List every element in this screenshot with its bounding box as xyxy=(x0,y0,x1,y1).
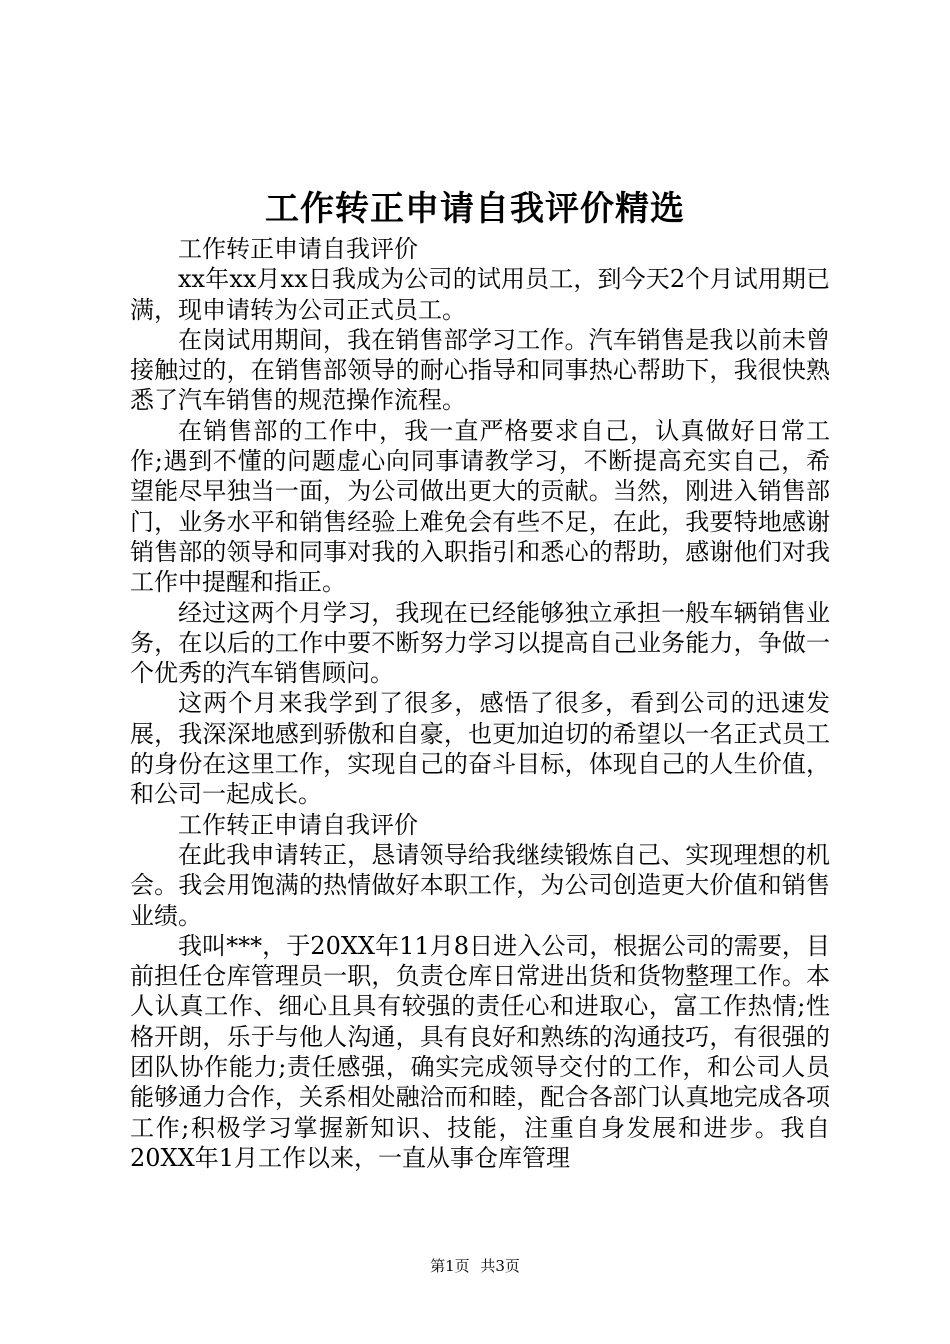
section-heading: 工作转正申请自我评价 xyxy=(178,810,418,839)
page-footer xyxy=(0,1256,950,1276)
section-heading: 工作转正申请自我评价 xyxy=(178,235,418,263)
paragraph: 在此我申请转正，恳请领导给我继续锻炼自己、实现理想的机会。我会用饱满的热情做好本职工作，为公司创造更大价值和销售业绩。 xyxy=(130,840,830,930)
paragraph: 这两个月来我学到了很多，感悟了很多，看到公司的迅速发展，我深深地感到骄傲和自豪，也更加迫切的希望以一名正式员工的身份在这里工作，实现自己的奋斗目标，体现自己的人生价值，和公司一起成长。 xyxy=(130,689,830,809)
page-number: 第1页 xyxy=(430,1257,470,1275)
paragraph: 经过这两个月学习，我现在已经能够独立承担一般车辆销售业务，在以后的工作中要不断努力学习以提高自己业务能力，争做一个优秀的汽车销售顾问。 xyxy=(130,598,830,688)
page-total: 共3页 xyxy=(480,1257,520,1275)
paragraph: 在销售部的工作中，我一直严格要求自己，认真做好日常工作;遇到不懂的问题虚心向同事请教学习，不断提高充实自己，希望能尽早独当一面，为公司做出更大的贡献。当然，刚进入销售部门，业务水平和销售经验上难免会有些不足，在此，我要特地感谢销售部的领导和同事对我的入职指引和悉心的帮助，感谢他们对我工作中提醒和指正。 xyxy=(130,416,830,597)
paragraph: 在岗试用期间，我在销售部学习工作。汽车销售是我以前未曾接触过的，在销售部领导的耐心指导和同事热心帮助下，我很快熟悉了汽车销售的规范操作流程。 xyxy=(130,325,830,415)
paragraph: 我叫***，于20XX年11月8日进入公司，根据公司的需要，目前担任仓库管理员一职，负责仓库日常进出货和货物整理工作。本人认真工作、细心且具有较强的责任心和进取心，富工作热情;性格开朗，乐于与他人沟通，具有良好和熟练的沟通技巧，有很强的团队协作能力;责任感强，确实完成领导交付的工作，和公司人员能够通力合作，关系相处融洽而和睦，配合各部门认真地完成各项工作;积极学习掌握新知识、技能，注重自身发展和进步。我自20XX年1月工作以来，一直从事仓库管理 xyxy=(130,931,830,1172)
document-body xyxy=(130,234,830,1173)
document-title: 工作转正申请自我评价精选 xyxy=(265,189,685,229)
paragraph: xx年xx月xx日我成为公司的试用员工，到今天2个月试用期已满，现申请转为公司正式员工。 xyxy=(130,265,830,324)
